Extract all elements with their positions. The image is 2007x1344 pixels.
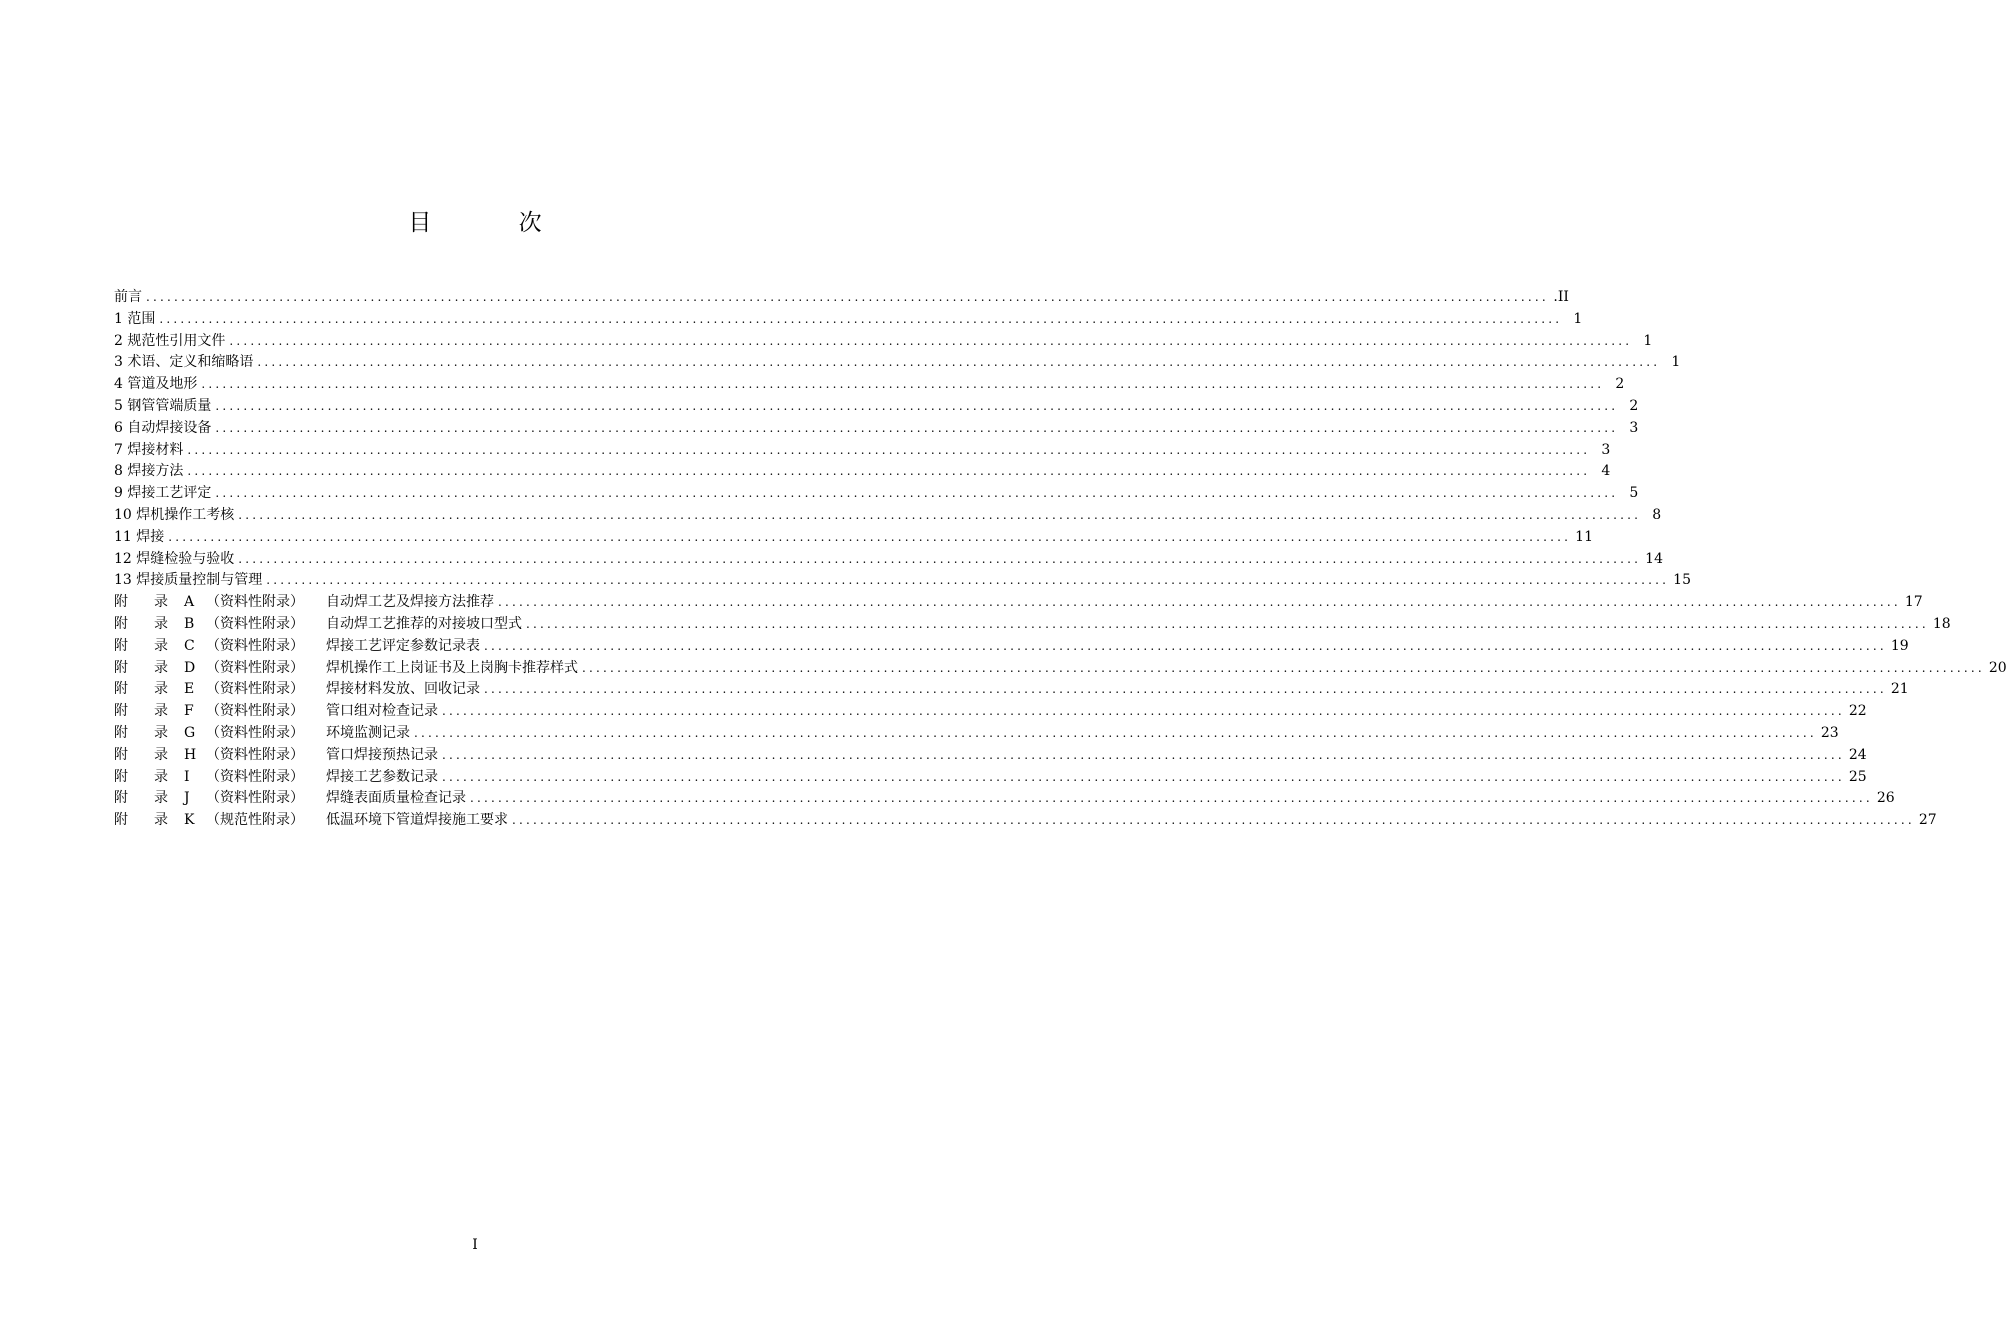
toc-entry-page: 15: [1673, 572, 1691, 589]
toc-entry[interactable]: [114, 549, 1663, 571]
toc-entry[interactable]: [114, 418, 1639, 440]
dot-leader: ........................................................................................................................................................................................................: [582, 660, 1985, 675]
appendix-letter: H: [184, 746, 197, 763]
toc-appendix[interactable]: [114, 592, 1923, 614]
appendix-prefix-1: 附: [114, 768, 128, 785]
toc-entry-label: 13 焊接质量控制与管理: [114, 572, 263, 589]
toc-entry-label: 12 焊缝检验与验收: [114, 550, 235, 567]
dot-leader: ........................................................................................................................................................................................................: [215, 486, 1619, 501]
dot-leader: ........................................................................................................................................................................................................: [215, 398, 1619, 413]
appendix-type: （资料性附录）: [206, 703, 304, 720]
appendix-prefix: [114, 614, 184, 636]
toc-entry[interactable]: [114, 374, 1625, 396]
dot-leader: ........................................................................................................................................................................................................: [215, 420, 1619, 435]
toc-appendix[interactable]: [114, 723, 1839, 745]
appendix-type: （资料性附录）: [206, 724, 304, 741]
toc-entry[interactable]: [114, 440, 1611, 462]
toc-appendix-page: 21: [1890, 681, 1909, 698]
toc-entry[interactable]: [114, 527, 1593, 549]
toc-entry[interactable]: [114, 287, 1569, 309]
appendix-prefix-2: 录: [154, 681, 168, 698]
appendix-prefix-2: 录: [154, 659, 168, 676]
toc-entry-label: 8 焊接方法: [114, 463, 184, 480]
appendix-title: 低温环境下管道焊接施工要求: [326, 812, 508, 829]
appendix-title: 管口焊接预热记录: [326, 746, 438, 763]
appendix-prefix-2: 录: [154, 768, 168, 785]
dot-leader: ........................................................................................................................................................................................................: [442, 747, 1845, 762]
toc-entry-page: 2: [1615, 376, 1625, 393]
appendix-prefix-2: 录: [154, 615, 168, 632]
appendix-letter: E: [184, 681, 195, 698]
appendix-prefix: [114, 745, 184, 767]
appendix-prefix-2: 录: [154, 703, 168, 720]
toc-appendix-page: 25: [1848, 768, 1867, 785]
appendix-letter: F: [184, 703, 194, 720]
appendix-letter: I: [184, 768, 190, 785]
toc-entry-page: .II: [1553, 289, 1569, 305]
appendix-prefix-2: 录: [154, 637, 168, 654]
toc-entry-page: 4: [1601, 463, 1611, 480]
appendix-prefix-1: 附: [114, 812, 128, 829]
toc-appendix-page: 22: [1848, 703, 1867, 720]
toc-entry-label: 9 焊接工艺评定: [114, 485, 212, 502]
table-of-contents: [114, 287, 2007, 832]
toc-entry-label: 4 管道及地形: [114, 376, 198, 393]
appendix-title: 自动焊工艺推荐的对接坡口型式: [326, 615, 522, 632]
toc-appendix-label: [114, 810, 508, 832]
appendix-title: 焊机操作工上岗证书及上岗胸卡推荐样式: [326, 659, 578, 676]
toc-entry-label: 1 范围: [114, 310, 156, 327]
toc-entry-label: 5 钢管管端质量: [114, 397, 212, 414]
appendix-letter: K: [184, 812, 195, 829]
toc-appendix-label: [114, 788, 466, 810]
toc-appendix[interactable]: [114, 679, 1909, 701]
toc-entry[interactable]: [114, 570, 1691, 592]
dot-leader: ........................................................................................................................................................................................................: [229, 333, 1633, 348]
toc-appendix[interactable]: [114, 701, 1867, 723]
toc-appendix-label: [114, 679, 480, 701]
toc-entry-page: 1: [1643, 332, 1653, 349]
appendix-letter: G: [184, 724, 196, 741]
page-title: 目 次: [408, 210, 582, 236]
dot-leader: ........................................................................................................................................................................................................: [498, 595, 1901, 610]
appendix-type: （资料性附录）: [206, 681, 304, 698]
dot-leader: ........................................................................................................................................................................................................: [266, 573, 1670, 588]
dot-leader: ........................................................................................................................................................................................................: [257, 355, 1661, 370]
dot-leader: ........................................................................................................................................................................................................: [187, 442, 1591, 457]
dot-leader: ........................................................................................................................................................................................................: [470, 791, 1873, 806]
appendix-prefix: [114, 636, 184, 658]
dot-leader: ........................................................................................................................................................................................................: [238, 507, 1642, 522]
dot-leader: ........................................................................................................................................................................................................: [168, 529, 1572, 544]
toc-entry-page: 2: [1629, 397, 1639, 414]
dot-leader: ........................................................................................................................................................................................................: [484, 638, 1887, 653]
toc-appendix-page: 26: [1876, 790, 1895, 807]
page-number-footer: I: [472, 1237, 478, 1253]
appendix-type: （规范性附录）: [206, 812, 304, 829]
toc-appendix-page: 27: [1918, 812, 1937, 829]
dot-leader: ........................................................................................................................................................................................................: [526, 616, 1929, 631]
toc-entry-page: 8: [1652, 506, 1662, 523]
appendix-prefix-1: 附: [114, 724, 128, 741]
appendix-prefix-2: 录: [154, 594, 168, 611]
appendix-prefix-1: 附: [114, 703, 128, 720]
dot-leader: ........................................................................................................................................................................................................: [484, 682, 1887, 697]
appendix-prefix: [114, 788, 184, 810]
toc-appendix[interactable]: [114, 658, 2007, 680]
appendix-type: （资料性附录）: [206, 615, 304, 632]
appendix-letter: A: [184, 594, 195, 611]
appendix-title: 焊接工艺参数记录: [326, 768, 438, 785]
appendix-prefix-1: 附: [114, 681, 128, 698]
appendix-prefix: [114, 810, 184, 832]
appendix-prefix: [114, 701, 184, 723]
appendix-title: 焊接材料发放、回收记录: [326, 681, 480, 698]
toc-entry-label: 11 焊接: [114, 528, 165, 545]
appendix-prefix: [114, 767, 184, 789]
toc-entry[interactable]: [114, 483, 1639, 505]
toc-entry-page: 3: [1629, 419, 1639, 436]
appendix-prefix-2: 录: [154, 724, 168, 741]
toc-appendix-page: 20: [1988, 659, 2007, 676]
appendix-title: 焊接工艺评定参数记录表: [326, 637, 480, 654]
dot-leader: ........................................................................................................................................................................................................: [442, 704, 1845, 719]
appendix-prefix-1: 附: [114, 659, 128, 676]
toc-appendix-label: [114, 614, 522, 636]
toc-appendix-page: 24: [1848, 746, 1867, 763]
toc-entry-page: 5: [1629, 485, 1639, 502]
toc-appendix[interactable]: [114, 745, 1867, 767]
dot-leader: ........................................................................................................................................................................................................: [238, 551, 1642, 566]
appendix-type: （资料性附录）: [206, 659, 304, 676]
appendix-prefix-1: 附: [114, 594, 128, 611]
appendix-prefix-2: 录: [154, 746, 168, 763]
toc-entry-label: 7 焊接材料: [114, 441, 184, 458]
toc-entry-label: 前言: [114, 289, 142, 305]
appendix-prefix-2: 录: [154, 812, 168, 829]
toc-appendix-page: 19: [1890, 637, 1909, 654]
appendix-prefix-1: 附: [114, 790, 128, 807]
appendix-prefix: [114, 723, 184, 745]
toc-appendix-label: [114, 745, 438, 767]
toc-entry-page: 3: [1601, 441, 1611, 458]
appendix-type: （资料性附录）: [206, 594, 304, 611]
toc-entry[interactable]: [114, 352, 1681, 374]
appendix-type: （资料性附录）: [206, 637, 304, 654]
appendix-title: 环境监测记录: [326, 724, 410, 741]
dot-leader: ........................................................................................................................................................................................................: [187, 464, 1591, 479]
appendix-prefix-2: 录: [154, 790, 168, 807]
toc-appendix-label: [114, 658, 578, 680]
toc-entry-page: 1: [1671, 354, 1681, 371]
appendix-letter: D: [184, 659, 196, 676]
toc-entry[interactable]: [114, 505, 1662, 527]
toc-entry-page: 1: [1573, 310, 1583, 327]
toc-entry[interactable]: [114, 396, 1639, 418]
appendix-prefix: [114, 679, 184, 701]
toc-entry-label: 10 焊机操作工考核: [114, 506, 235, 523]
dot-leader: ........................................................................................................................................................................................................: [201, 377, 1605, 392]
appendix-title: 自动焊工艺及焊接方法推荐: [326, 594, 494, 611]
toc-appendix[interactable]: [114, 614, 1951, 636]
appendix-letter: J: [184, 790, 190, 807]
toc-entry-label: 3 术语、定义和缩略语: [114, 354, 254, 371]
appendix-prefix-1: 附: [114, 746, 128, 763]
toc-appendix-page: 18: [1932, 615, 1951, 632]
appendix-letter: B: [184, 615, 195, 632]
dot-leader: ........................................................................................................................................................................................................: [442, 769, 1845, 784]
dot-leader: ........................................................................................................................................................................................................: [512, 813, 1915, 828]
appendix-title: 管口组对检查记录: [326, 703, 438, 720]
toc-entry-label: 6 自动焊接设备: [114, 419, 212, 436]
toc-appendix-label: [114, 701, 438, 723]
toc-appendix[interactable]: [114, 788, 1895, 810]
appendix-type: （资料性附录）: [206, 790, 304, 807]
appendix-type: （资料性附录）: [206, 746, 304, 763]
appendix-prefix: [114, 592, 184, 614]
toc-appendix[interactable]: [114, 810, 1937, 832]
dot-leader: ........................................................................................................................................................................................................: [414, 725, 1817, 740]
appendix-prefix-1: 附: [114, 637, 128, 654]
toc-appendix-label: [114, 723, 410, 745]
dot-leader: ........................................................................................................................................................................................................: [146, 290, 1549, 304]
toc-entry[interactable]: [114, 331, 1653, 353]
toc-entry-label: 2 规范性引用文件: [114, 332, 226, 349]
toc-appendix-label: [114, 767, 438, 789]
appendix-type: （资料性附录）: [206, 768, 304, 785]
toc-entry[interactable]: [114, 461, 1611, 483]
toc-appendix[interactable]: [114, 636, 1909, 658]
appendix-title: 焊缝表面质量检查记录: [326, 790, 466, 807]
toc-entry-page: 14: [1645, 550, 1663, 567]
toc-appendix-label: [114, 592, 494, 614]
toc-appendix-page: 23: [1820, 724, 1839, 741]
toc-entry-page: 11: [1575, 528, 1593, 545]
toc-appendix[interactable]: [114, 767, 1867, 789]
appendix-letter: C: [184, 637, 195, 654]
dot-leader: ........................................................................................................................................................................................................: [159, 311, 1563, 326]
toc-appendix-page: 17: [1904, 594, 1923, 611]
toc-entry[interactable]: [114, 309, 1583, 331]
appendix-prefix-1: 附: [114, 615, 128, 632]
toc-appendix-label: [114, 636, 480, 658]
appendix-prefix: [114, 658, 184, 680]
